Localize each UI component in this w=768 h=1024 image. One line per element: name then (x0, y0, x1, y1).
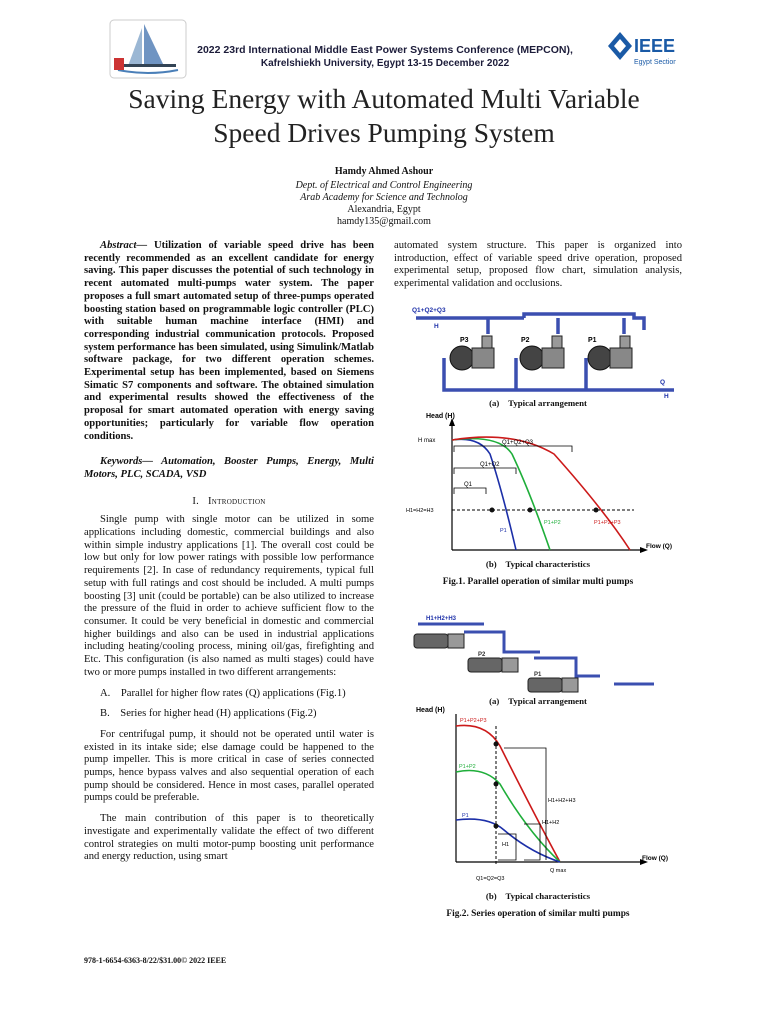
fig1b-series-p12: P1+P2 (544, 520, 561, 526)
fig2b-chart (404, 704, 684, 888)
fig2b-ylabel: Head (H) (416, 707, 445, 714)
fig2b-series-p123: P1+P2+P3 (460, 718, 487, 724)
intro-paragraph-continued: automated system structure. This paper is organized into introduction, effect of variable speed drive operation, proposed experimental setup, proposed flow chart, simulation analysis, experimental validation and occlusions. (394, 240, 682, 290)
author-name: Hamdy Ahmed Ashour (334, 166, 434, 177)
keywords-label: Keywords— (100, 456, 153, 468)
label-h-bottom: H (664, 393, 669, 400)
intro-paragraph-2: For centrifugal pump, it should not be operated until water is existed in its intake side; else damage could be happened to the pump impeller. This is more critical in case of series connected pumps, hence bypass valves and also sequential operation of each pump should be considered. Hence in most cases, parallel operated pumps could be preferable. (84, 728, 374, 804)
keywords (84, 456, 374, 481)
conference-line-2: Kafrelshiekh University, Egypt 13-15 December 2022 (260, 58, 510, 69)
pump-series-p1 (528, 678, 578, 692)
conference-line-1: 2022 23rd International Middle East Power Systems Conference (MEPCON), (197, 44, 573, 56)
fig1b-h123: H1=H2=H3 (406, 508, 434, 514)
fig2b-q123: Q1=Q2=Q3 (476, 876, 505, 882)
fig1b-series-p1: P1 (500, 528, 507, 534)
affiliation-2: Arab Academy for Science and Technolog (300, 192, 468, 203)
fig1b-q123: Q1+Q2+Q3 (502, 440, 534, 446)
copyright-footer: 978-1-6654-6363-8/22/$31.00© 2022 IEEE (84, 956, 227, 965)
fig2-caption: Fig.2. Series operation of similar multi pumps (446, 909, 630, 919)
left-column (84, 240, 374, 864)
label-p3: P3 (460, 337, 469, 344)
fig2a-p1: P1 (534, 672, 542, 678)
pump-series-p2 (468, 658, 518, 672)
conference-header (190, 44, 580, 70)
list-item-a: A. Parallel for higher flow rates (Q) applications (Fig.1) (100, 687, 346, 699)
fig2b-qmax: Q max (550, 868, 567, 874)
fig2a-top-label: H1+H2+H3 (426, 616, 457, 622)
abstract-label: Abstract— (100, 240, 148, 251)
fig1a-caption: (a) Typical arrangement (489, 398, 587, 408)
label-q-bottom: Q (660, 379, 666, 386)
fig2a-diagram (404, 610, 684, 694)
ieee-logo (606, 26, 676, 70)
section-heading (84, 496, 374, 509)
intro-paragraph-1: Single pump with single motor can be utilized in some applications including domestic, commercial buildings and also within simple industry applications [1]. The overall cost could be low but only for low power ratings with possible low performance requirements [2]. In case of redundancy requirements, typical full setup with full ratings and cost should be included. A multi pumps boosting [3] unit (could be portable) can be also utilized to increase the pressure of the fluid in order to achieve sufficient flow to the consumer. It could be very beneficial in domestic and commercial higher buildings and also can be used in industrial applications including heating/cooling process, mining oil/gas, firefighting and Etc. This configuration (is also named as multi stages) could have two or more pumps installed in two different arrangements: (84, 514, 374, 678)
author-email: hamdy135@gmail.com (337, 216, 431, 227)
pump-series-p3 (414, 634, 464, 648)
label-h-top: H (434, 323, 439, 330)
author-block (180, 166, 588, 228)
fig1b-series-p123: P1+P2+P3 (594, 520, 621, 526)
fig2b-h1: H1 (502, 842, 510, 848)
right-column-text (394, 240, 682, 291)
affiliation-1: Dept. of Electrical and Control Engineering (295, 180, 473, 191)
fig1b-ylabel: Head (H) (426, 413, 455, 420)
label-p2: P2 (521, 337, 530, 344)
fig1b-q1: Q1 (464, 482, 473, 488)
fig1b-chart (404, 410, 684, 556)
label-p1: P1 (588, 337, 597, 344)
fig2a-p2: P2 (478, 652, 486, 658)
list-item-b: B. Series for higher head (H) applications (Fig.2) (100, 708, 317, 720)
section-number: I. (192, 495, 200, 507)
fig2b-h12: H1+H2 (542, 820, 560, 826)
fig1a-diagram (404, 300, 684, 400)
pump-p3 (450, 336, 494, 370)
fig2b-caption: (b) Typical characteristics (485, 891, 591, 901)
fig1b-caption: (b) Typical characteristics (485, 559, 591, 569)
fig1b-q12: Q1+Q2 (480, 462, 500, 468)
fig1b-hmax: H max (418, 438, 436, 444)
fig2b-series-p12: P1+P2 (459, 764, 476, 770)
fig1-caption: Fig.1. Parallel operation of similar multi pumps (442, 577, 634, 587)
intro-paragraph-3: The main contribution of this paper is to theoretically investigate and experimentally validate the effect of two different control strategies on multi motor-pump boosting unit performance and energy reduction, using smart (84, 813, 374, 863)
fig2b-series-p1: P1 (462, 813, 469, 819)
label-q123: Q1+Q2+Q3 (412, 307, 446, 314)
section-title: Introduction (207, 495, 266, 507)
ieee-section-text: Egypt Section (634, 59, 676, 66)
abstract (84, 240, 374, 443)
title-line-2: Speed Drives Pumping System (213, 117, 555, 148)
ieee-logo-text: IEEE (634, 36, 676, 56)
fig2a-caption: (a) Typical arrangement (489, 696, 587, 706)
abstract-text: Utilization of variable speed drive has been recently recommended as an excellent candidate for energy saving. This paper discusses the potential of such technology in recent automated multi-pumps water system. The paper proposes a full smart automated setup of three-pumps operated boosting station based on programmable logic controller (PLC) with suitable human machine interface (HMI) and corresponding industrial communication protocols. Proposed system performance has been simulated, using Simulink/Matlab software package, for two different operation schemes. Experimental setup has been implemented, based on Siemens Simatic S7 components and software. The obtained simulation and experimental results showed the effectiveness of the proposal for smart automated operation with energy saving opportunities; particularly for variable flow operation conditions. (84, 240, 374, 442)
fig1b-xlabel: Flow (Q) (646, 543, 672, 550)
author-city: Alexandria, Egypt (347, 204, 421, 215)
fig2b-h123: H1+H2+H3 (548, 798, 576, 804)
keywords-text: Automation, Booster Pumps, Energy, Multi Motors, PLC, SCADA, VSD (84, 456, 374, 480)
fig2a-p3: P3 (420, 628, 428, 634)
paper-title (60, 82, 708, 150)
mepcon-logo (108, 18, 188, 80)
fig2b-xlabel: Flow (Q) (642, 855, 668, 862)
title-line-1: Saving Energy with Automated Multi Variable (128, 83, 640, 114)
